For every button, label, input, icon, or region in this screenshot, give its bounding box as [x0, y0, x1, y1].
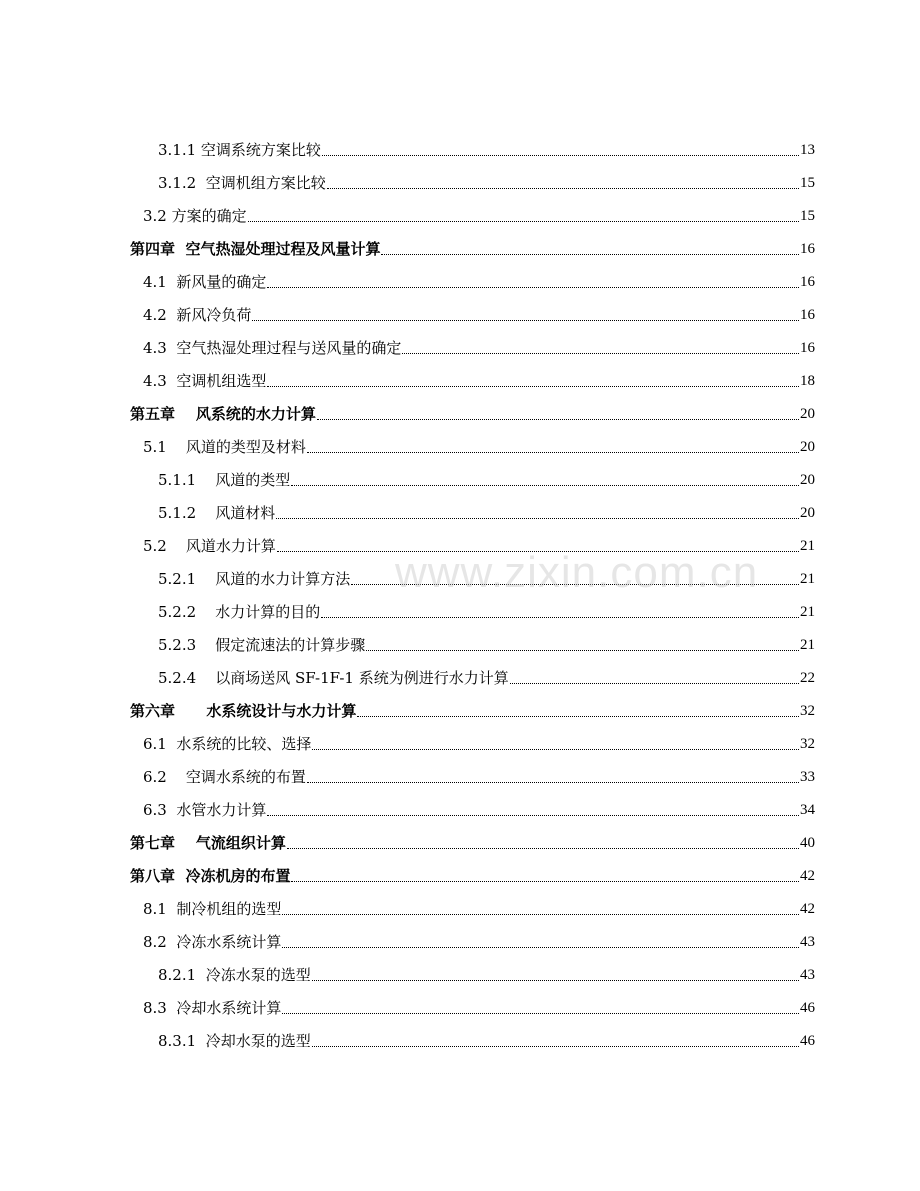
toc-entry-label: 4.1 新风量的确定	[143, 273, 267, 291]
dot-leader	[276, 517, 799, 519]
dot-leader	[282, 913, 799, 915]
toc-entry-label: 第七章 气流组织计算	[130, 834, 286, 852]
toc-entry-label: 8.2 冷冻水系统计算	[143, 933, 282, 951]
toc-page-number: 42	[800, 901, 815, 917]
dot-leader	[252, 319, 799, 321]
dot-leader	[322, 154, 799, 156]
table-of-contents	[0, 132, 920, 1056]
dot-leader	[357, 715, 799, 717]
toc-entry[interactable]	[0, 627, 920, 660]
toc-entry[interactable]	[0, 198, 920, 231]
toc-chapter-entry[interactable]	[0, 693, 920, 726]
dot-leader	[312, 979, 799, 981]
toc-entry-label: 5.2.3 假定流速法的计算步骤	[158, 636, 366, 654]
dot-leader	[282, 946, 799, 948]
toc-entry[interactable]	[0, 726, 920, 759]
toc-chapter-entry[interactable]	[0, 396, 920, 429]
dot-leader	[291, 484, 799, 486]
toc-entry-label: 5.2.4 以商场送风 SF-1F-1 系统为例进行水力计算	[158, 669, 509, 687]
toc-entry[interactable]	[0, 561, 920, 594]
toc-entry[interactable]	[0, 297, 920, 330]
toc-entry-label: 3.1.2 空调机组方案比较	[158, 174, 326, 192]
toc-chapter-entry[interactable]	[0, 825, 920, 858]
toc-page-number: 15	[800, 175, 815, 191]
toc-page-number: 16	[800, 241, 815, 257]
toc-entry-label: 3.2 方案的确定	[143, 207, 247, 225]
toc-entry-label: 5.1 风道的类型及材料	[143, 438, 306, 456]
toc-entry[interactable]	[0, 132, 920, 165]
dot-leader	[282, 1012, 799, 1014]
dot-leader	[510, 682, 799, 684]
toc-page-number: 21	[800, 637, 815, 653]
dot-leader	[381, 253, 799, 255]
toc-entry-label: 8.2.1 冷冻水泵的选型	[158, 966, 311, 984]
dot-leader	[366, 649, 799, 651]
toc-entry[interactable]	[0, 363, 920, 396]
toc-page-number: 43	[800, 967, 815, 983]
toc-entry[interactable]	[0, 990, 920, 1023]
dot-leader	[317, 418, 799, 420]
toc-entry-label: 5.2.2 水力计算的目的	[158, 603, 321, 621]
toc-entry-label: 6.3 水管水力计算	[143, 801, 267, 819]
toc-entry[interactable]	[0, 891, 920, 924]
toc-page-number: 20	[800, 406, 815, 422]
dot-leader	[312, 1045, 799, 1047]
toc-page-number: 16	[800, 340, 815, 356]
toc-entry[interactable]	[0, 462, 920, 495]
toc-page-number: 34	[800, 802, 815, 818]
toc-page-number: 46	[800, 1033, 815, 1049]
toc-chapter-entry[interactable]	[0, 231, 920, 264]
toc-entry[interactable]	[0, 759, 920, 792]
toc-page-number: 20	[800, 472, 815, 488]
toc-entry-label: 8.3 冷却水系统计算	[143, 999, 282, 1017]
toc-entry[interactable]	[0, 924, 920, 957]
dot-leader	[248, 220, 799, 222]
toc-page-number: 43	[800, 934, 815, 950]
toc-entry-label: 6.1 水系统的比较、选择	[143, 735, 312, 753]
toc-entry-label: 8.1 制冷机组的选型	[143, 900, 282, 918]
toc-page-number: 32	[800, 736, 815, 752]
toc-page-number: 21	[800, 538, 815, 554]
toc-page-number: 46	[800, 1000, 815, 1016]
toc-page-number: 15	[800, 208, 815, 224]
toc-entry[interactable]	[0, 792, 920, 825]
toc-entry-label: 6.2 空调水系统的布置	[143, 768, 306, 786]
toc-entry[interactable]	[0, 264, 920, 297]
toc-page-number: 33	[800, 769, 815, 785]
dot-leader	[291, 880, 799, 882]
dot-leader	[351, 583, 799, 585]
dot-leader	[287, 847, 799, 849]
toc-page-number: 20	[800, 439, 815, 455]
toc-page-number: 22	[800, 670, 815, 686]
toc-entry[interactable]	[0, 594, 920, 627]
toc-entry-label: 5.2 风道水力计算	[143, 537, 276, 555]
toc-page-number: 21	[800, 604, 815, 620]
toc-entry-label: 第八章 冷冻机房的布置	[130, 867, 291, 885]
toc-entry[interactable]	[0, 165, 920, 198]
dot-leader	[267, 286, 799, 288]
dot-leader	[307, 781, 799, 783]
toc-page-number: 13	[800, 142, 815, 158]
toc-page-number: 21	[800, 571, 815, 587]
toc-entry-label: 第五章 风系统的水力计算	[130, 405, 316, 423]
toc-entry-label: 4.3 空气热湿处理过程与送风量的确定	[143, 339, 402, 357]
toc-page-number: 18	[800, 373, 815, 389]
toc-page-number: 42	[800, 868, 815, 884]
toc-entry-label: 4.3 空调机组选型	[143, 372, 267, 390]
toc-entry-label: 第四章 空气热湿处理过程及风量计算	[130, 240, 381, 258]
toc-entry[interactable]	[0, 1023, 920, 1056]
dot-leader	[307, 451, 799, 453]
toc-entry-label: 5.1.1 风道的类型	[158, 471, 291, 489]
dot-leader	[327, 187, 799, 189]
dot-leader	[312, 748, 799, 750]
toc-page-number: 16	[800, 274, 815, 290]
toc-entry[interactable]	[0, 495, 920, 528]
toc-page-number: 32	[800, 703, 815, 719]
watermark: www.zixin.com.cn	[395, 548, 759, 597]
toc-entry[interactable]	[0, 429, 920, 462]
toc-entry[interactable]	[0, 528, 920, 561]
toc-entry-label: 8.3.1 冷却水泵的选型	[158, 1032, 311, 1050]
toc-chapter-entry[interactable]	[0, 858, 920, 891]
dot-leader	[321, 616, 799, 618]
toc-entry-label: 5.2.1 风道的水力计算方法	[158, 570, 351, 588]
toc-entry-label: 第六章 水系统设计与水力计算	[130, 702, 357, 720]
toc-page-number: 40	[800, 835, 815, 851]
toc-page-number: 20	[800, 505, 815, 521]
toc-entry-label: 3.1.1 空调系统方案比较	[158, 141, 321, 159]
dot-leader	[402, 352, 799, 354]
dot-leader	[267, 385, 799, 387]
toc-entry-label: 5.1.2 风道材料	[158, 504, 276, 522]
dot-leader	[277, 550, 799, 552]
toc-entry-label: 4.2 新风冷负荷	[143, 306, 252, 324]
dot-leader	[267, 814, 799, 816]
toc-entry[interactable]	[0, 660, 920, 693]
toc-page-number: 16	[800, 307, 815, 323]
toc-entry[interactable]	[0, 330, 920, 363]
toc-entry[interactable]	[0, 957, 920, 990]
